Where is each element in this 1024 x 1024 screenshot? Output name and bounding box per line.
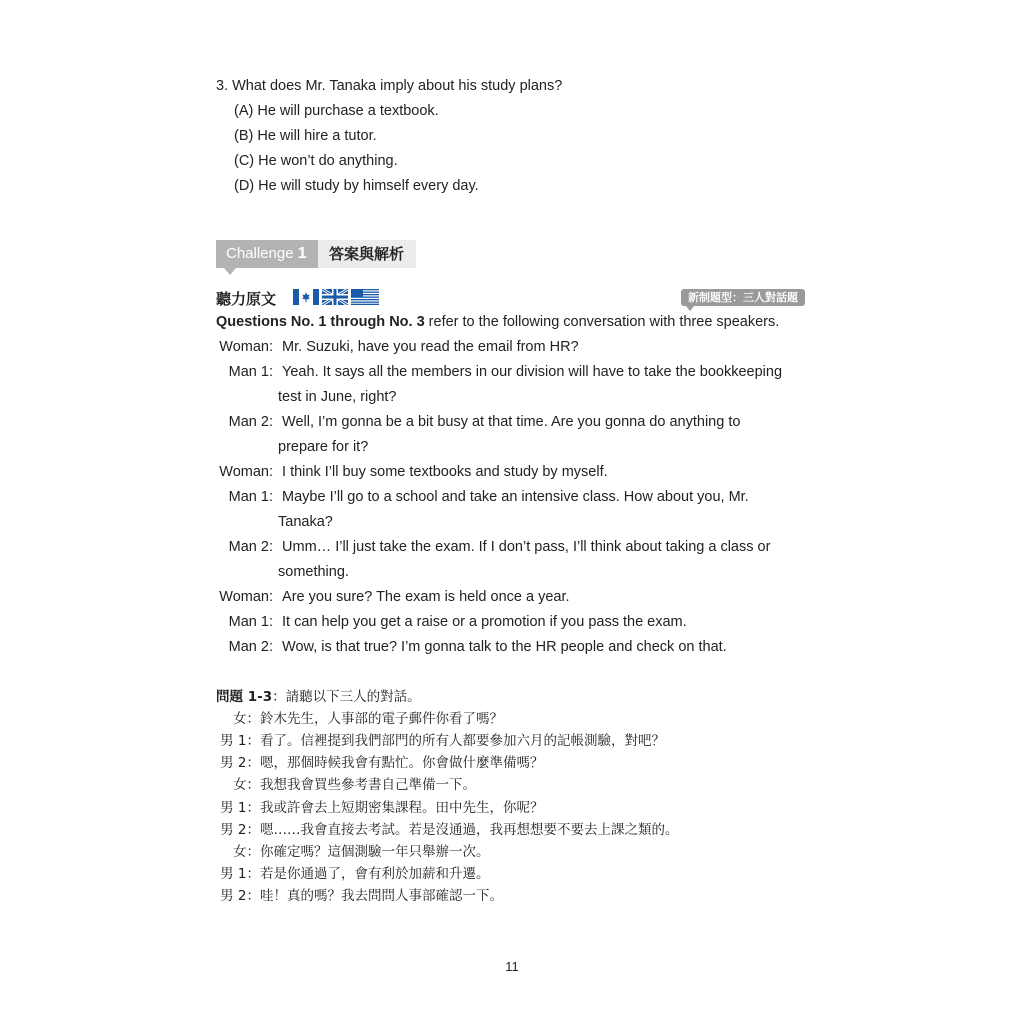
translation-speaker: 男 2： <box>220 755 260 771</box>
speaker-label: Man 2: <box>228 539 273 555</box>
utterance: Are you sure? The exam is held once a year. <box>282 589 570 605</box>
utterance: Maybe I’ll go to a school and take an intensive class. How about you, Mr. <box>282 489 749 505</box>
transcript-continuation: something. <box>278 564 349 580</box>
intro-bold: Questions No. 1 through No. 3 <box>216 314 425 330</box>
speaker-label: Man 1: <box>228 364 273 380</box>
speaker-label: Man 1: <box>228 614 273 630</box>
option-c: (C) He won’t do anything. <box>234 153 398 169</box>
intro-rest: refer to the following conversation with three speakers. <box>424 314 780 330</box>
challenge-number: 1 <box>297 245 307 262</box>
utterance: It can help you get a raise or a promotion if you pass the exam. <box>282 614 687 630</box>
translation-speaker: 男 2： <box>220 822 260 838</box>
challenge-label: Challenge <box>226 245 294 262</box>
translation-heading-bold: 問題 1-3 <box>216 689 273 705</box>
translation-speaker: 男 1： <box>220 733 260 749</box>
section-title: 答案與解析 <box>329 245 405 263</box>
translation-line <box>216 840 490 860</box>
transcript-line <box>216 364 782 380</box>
transcript-line <box>216 339 579 355</box>
translation-text: 嗯，那個時候我會有點忙。你會做什麼準備嗎？ <box>260 755 544 771</box>
translation-line <box>216 796 544 816</box>
utterance: Mr. Suzuki, have you read the email from HR? <box>282 339 579 355</box>
transcript-line <box>216 489 749 505</box>
uk-flag-icon <box>322 289 348 305</box>
translation-text: 看了。信裡提到我們部門的所有人都要參加六月的記帳測驗，對吧？ <box>260 733 665 749</box>
option-a: (A) He will purchase a textbook. <box>234 103 439 119</box>
listening-heading: 聽力原文 <box>216 290 277 308</box>
translation-heading-rest: ：請聽以下三人的對話。 <box>272 689 421 705</box>
page-number: 11 <box>505 959 519 974</box>
translation-text: 你確定嗎？這個測驗一年只舉辦一次。 <box>260 844 490 860</box>
transcript-continuation: test in June, right? <box>278 389 397 405</box>
transcript-line <box>216 589 570 605</box>
transcript-line <box>216 639 727 655</box>
translation-line <box>216 729 665 749</box>
utterance: Well, I’m gonna be a bit busy at that time. Are you gonna do anything to <box>282 414 741 430</box>
transcript-intro <box>216 314 779 330</box>
translation-speaker: 女： <box>233 711 260 727</box>
translation-text: 我想我會買些參考書自己準備一下。 <box>260 777 476 793</box>
translation-line <box>216 773 476 793</box>
speaker-label: Woman: <box>219 339 273 355</box>
speaker-label: Man 2: <box>228 639 273 655</box>
translation-line <box>216 884 503 904</box>
speaker-label: Woman: <box>219 464 273 480</box>
tag-notch <box>686 306 694 311</box>
canada-flag-icon <box>293 289 319 305</box>
translation-text: 我或許會去上短期密集課程。田中先生，你呢？ <box>260 800 544 816</box>
translation-line <box>216 862 490 882</box>
speaker-label: Man 2: <box>228 414 273 430</box>
translation-speaker: 女： <box>233 844 260 860</box>
speaker-label: Woman: <box>219 589 273 605</box>
option-d: (D) He will study by himself every day. <box>234 178 479 194</box>
utterance: Yeah. It says all the members in our division will have to take the bookkeeping <box>282 364 783 380</box>
speaker-label: Man 1: <box>228 489 273 505</box>
translation-speaker: 男 1： <box>220 800 260 816</box>
translation-heading <box>216 685 421 705</box>
translation-speaker: 男 1： <box>220 866 260 882</box>
transcript-line <box>216 464 608 480</box>
transcript-line <box>216 539 770 555</box>
question-stem: 3. What does Mr. Tanaka imply about his study plans? <box>216 78 563 94</box>
question-type-tag: 新制題型：三人對話題 <box>681 289 805 306</box>
challenge-header <box>216 240 416 268</box>
translation-line <box>216 751 544 771</box>
challenge-tab <box>216 240 318 268</box>
translation-text: 鈴木先生，人事部的電子郵件你看了嗎？ <box>260 711 503 727</box>
transcript-line <box>216 614 687 630</box>
utterance: Umm… I’ll just take the exam. If I don’t pass, I’ll think about taking a class or <box>282 539 771 555</box>
utterance: I think I’ll buy some textbooks and study by myself. <box>282 464 608 480</box>
challenge-tab-notch <box>224 268 236 275</box>
utterance: Wow, is that true? I’m gonna talk to the HR people and check on that. <box>282 639 727 655</box>
translation-text: 若是你通過了，會有利於加薪和升遷。 <box>260 866 490 882</box>
transcript-continuation: prepare for it? <box>278 439 369 455</box>
us-flag-icon <box>351 289 379 305</box>
translation-text: 嗯……我會直接去考試。若是沒通過，我再想想要不要去上課之類的。 <box>260 822 679 838</box>
transcript-continuation: Tanaka? <box>278 514 333 530</box>
translation-speaker: 女： <box>233 777 260 793</box>
translation-line <box>216 707 503 727</box>
translation-line <box>216 818 679 838</box>
translation-speaker: 男 2： <box>220 888 260 904</box>
transcript-line <box>216 414 740 430</box>
translation-text: 哇！真的嗎？我去問問人事部確認一下。 <box>260 888 503 904</box>
option-b: (B) He will hire a tutor. <box>234 128 377 144</box>
